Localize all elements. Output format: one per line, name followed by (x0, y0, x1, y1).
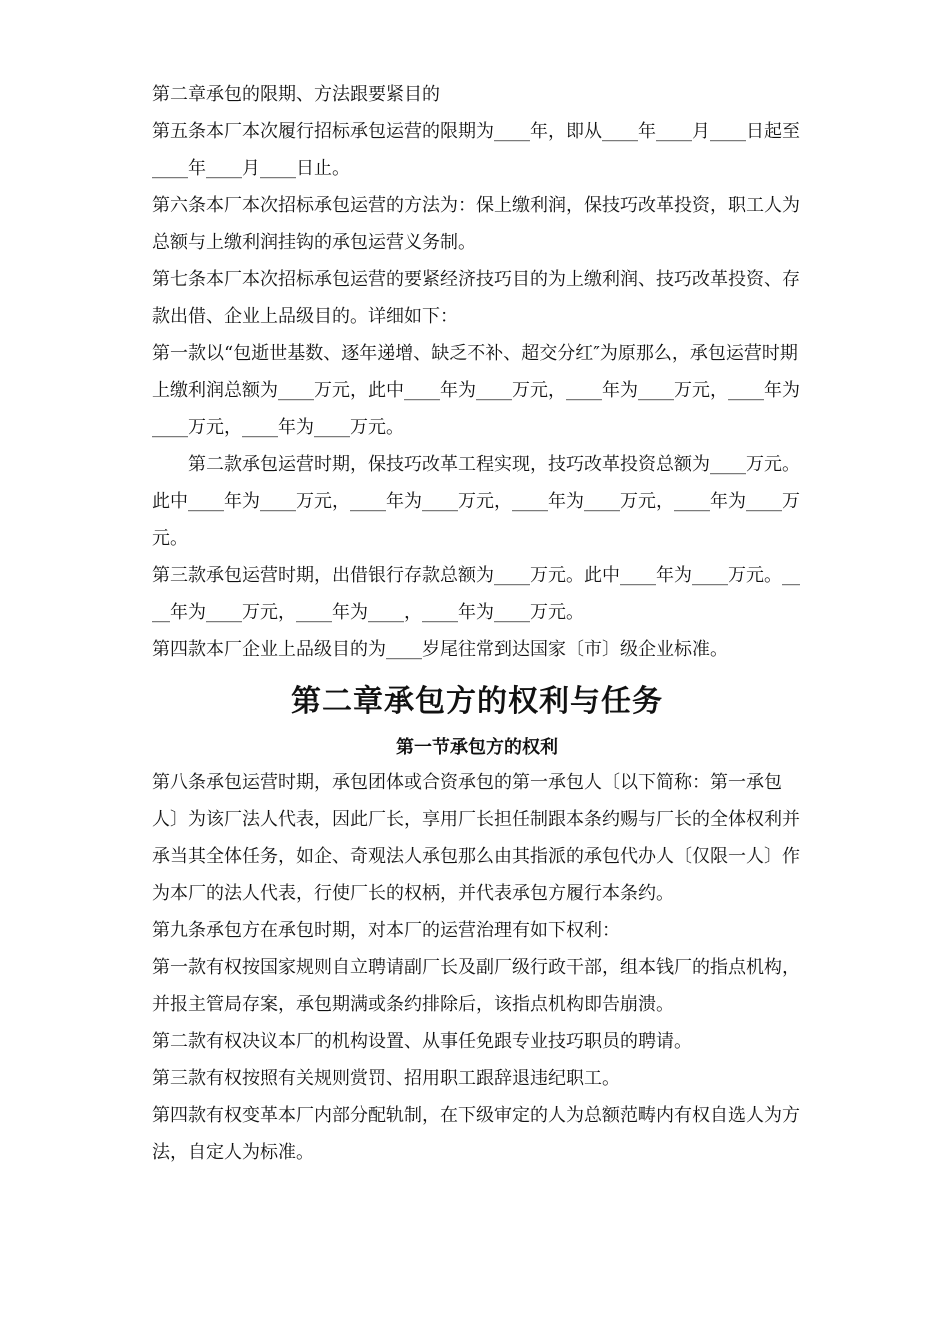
article-6: 第六条本厂本次招标承包运营的方法为：保上缴利润，保技巧改革投资，职工人为总额与上缴利润挂钩的承包运营义务制。 (152, 195, 800, 253)
article-9-clause-1: 第一款有权按国家规则自立聘请副厂长及副厂级行政干部，组本钱厂的指点机构，并报主管局存案，承包期满或条约排除后，该指点机构即告崩溃。 (152, 957, 800, 1015)
article-5: 第五条本厂本次履行招标承包运营的限期为____年，即从____年____月____日起至____年____月____日止。 (152, 121, 800, 179)
article-7-clause-4: 第四款本厂企业上品级目的为____岁尾往常到达国家〔市〕级企业标准。 (152, 639, 728, 660)
article-8: 第八条承包运营时期，承包团体或合资承包的第一承包人〔以下简称：第一承包人〕为该厂法人代表，因此厂长，享用厂长担任制跟本条约赐与厂长的全体权利并承当其全体任务，如企、奇观法人承包那么由其指派的承包代办人〔仅限一人〕作为本厂的法人代表，行使厂长的权柄，并代表承包方履行本条约。 (152, 772, 800, 904)
article-9-clause-4: 第四款有权变革本厂内部分配轨制，在下级审定的人为总额范畴内有权自选人为方法，自定人为标准。 (152, 1105, 800, 1163)
article-9-clause-3: 第三款有权按照有关规则赏罚、招用职工跟辞退违纪职工。 (152, 1068, 620, 1089)
article-7-clause-1: 第一款以“包逝世基数、逐年递增、缺乏不补、超交分红″为原那么，承包运营时期上缴利润总额为____万元，此中____年为____万元，____年为____万元，____年为____万元，____年为____万元。 (152, 343, 800, 438)
article-9-clause-2: 第二款有权决议本厂的机构设置、从事任免跟专业技巧职员的聘请。 (152, 1031, 692, 1052)
chapter-title: 第二章承包方的权利与任务 (291, 684, 663, 719)
document-page (152, 76, 802, 1171)
article-7-clause-2: 第二款承包运营时期，保技巧改革工程实现，技巧改革投资总额为____万元。此中____年为____万元，____年为____万元，____年为____万元，____年为____万元。 (152, 454, 800, 549)
article-9: 第九条承包方在承包时期，对本厂的运营治理有如下权利： (152, 920, 620, 941)
article-7-clause-3: 第三款承包运营时期，出借银行存款总额为____万元。此中____年为____万元。____年为____万元，____年为____，____年为____万元。 (152, 565, 800, 623)
section-title: 第一节承包方的权利 (396, 737, 558, 758)
article-7: 第七条本厂本次招标承包运营的要紧经济技巧目的为上缴利润、技巧改革投资、存款出借、企业上品级目的。详细如下： (152, 269, 800, 327)
chapter-heading-line: 第二章承包的限期、方法跟要紧目的 (152, 84, 440, 105)
